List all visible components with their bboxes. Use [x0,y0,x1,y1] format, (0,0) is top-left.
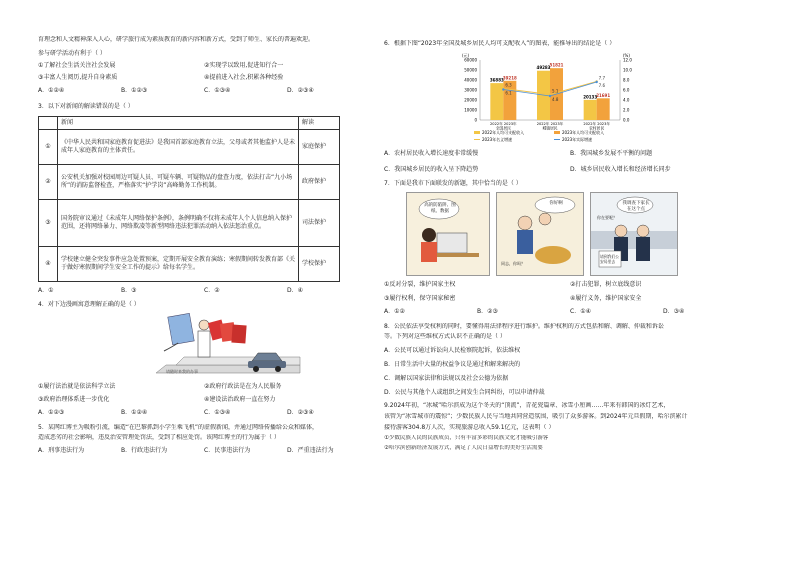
news-cell: 公安机关加强对校园周边可疑人员、可疑车辆、可疑物品的盘查力度，依法打击“九小场所”的消防监督检查，严格落实“护学岗”高峰勤务工作机制。 [58,164,299,199]
y-axis-unit-right: (%) [623,52,630,58]
q7-cartoon-2 [496,192,584,276]
q4-option-b[interactable]: B．①②④ [121,408,148,416]
right-column [384,40,756,452]
q2-statements [38,62,370,83]
q6-option-b[interactable]: B．我国城乡发展不平衡的问题 [570,149,653,157]
legend-label: 2023年名义增速 [482,136,513,142]
x-tick-label: 2022年 2023年 [490,121,517,126]
q4-statement-4: ④建设法治政府一直在努力 [204,395,276,403]
q7-bubble-4: 我调查下家长在这个点 [622,201,650,213]
q5-line-2: 造成恶劣的社会影响，违反治安管理处罚法，受到了相应处罚。该网红博主的行为属于（ ） [38,434,280,442]
reading-cell: 政府保护 [299,164,340,199]
q3-options [38,287,370,295]
real-growth-point [549,95,551,97]
q4-cartoon [38,311,370,381]
legend-swatch [474,131,480,134]
q2-statement-2: ②实现学以致用,促进知行合一 [204,61,284,69]
left-column [38,36,370,455]
q7-statement-4: ④履行义务，维护国家安全 [570,294,642,302]
row-number: ① [39,129,58,164]
y-axis-unit-left: (元) [462,52,470,58]
bar-value-label: 20133 [583,94,598,100]
y-tick-label-right: 4.0 [623,97,630,103]
q2-statement-4: ④提前进入社会,积累各种经验 [204,74,284,82]
bar-value-label: 21691 [596,92,611,98]
q4-statement-1: ①履行法治就是依法科学立法 [38,383,116,391]
bar-value-label: 39218 [502,75,517,81]
bar-value-label: 36883 [489,77,504,83]
q9-statement-1: ①少数民族人民的民族成员，只有丰富多彩的民族文化才能吸引游客 [384,434,549,441]
q5-option-a[interactable]: A．刑事违法行为 [38,447,85,455]
q5-stem [38,424,370,443]
x-tick-label: 全国居民 [495,125,511,131]
q5-option-d[interactable]: D．严重违法行为 [287,447,334,455]
income-chart [384,50,756,146]
q3-option-c[interactable]: C．② [204,286,220,294]
q8-option-c[interactable]: C．调解以国家法律和法规以及社会公德为依据 [384,374,509,382]
q3-option-a[interactable]: A．① [38,286,54,294]
q5-option-b[interactable]: B．行政违法行为 [121,447,168,455]
q7-cartoons [384,192,756,276]
q7-bubble-1: 高的防陷阱、图纸、数据 [424,203,456,215]
table-header-cell: 新闻 [58,116,299,129]
q6-option-a[interactable]: A．农村居民收入增长速度非常缓慢 [384,149,479,157]
row-number: ③ [39,199,58,246]
q5-line-1: 5．某网红博主为吸粉引流，编造“在巴黎抓到小学生乘飞机”的虚假新闻，并通过网络传播给公众和媒体， [38,423,319,431]
y-tick-label-left: 60000 [464,57,477,63]
q9-statement-2: ②哈尔滨创新经济发展方式，满足了人民日益增长的美好生活需要 [384,444,543,451]
y-tick-label-right: 10.0 [623,67,632,73]
q4-cartoon-caption: 请随时来我的办事 [166,369,198,375]
legend-label: 2023年人均可支配收入 [562,129,605,135]
q7-bubble-5: 你在要呢？ [597,215,617,221]
q2-stem: 参与研学活动有利于（ ） [38,49,106,57]
q2-option-b[interactable]: B．①②③ [121,87,148,95]
q4-statements [38,383,370,404]
y-tick-label-right: 12.0 [623,57,632,63]
q2-option-a[interactable]: A．①②④ [38,87,65,95]
real-growth-point [502,88,504,90]
q9-stem [384,402,756,452]
q8-options [384,347,756,396]
q8-option-a[interactable]: A．公民可以通过诉讼向人民检察院起诉，依法维权 [384,347,521,355]
q7-option-a[interactable]: A．①② [384,307,405,315]
q6-option-c[interactable]: C．我国城乡居民的收入呈下降趋势 [384,165,479,173]
table-header-cell [39,116,58,129]
q7-statements [384,281,756,303]
reading-cell: 司法保护 [299,199,340,246]
news-cell: 国务院审议通过《未成年人网络保护条例》，条例明确不仅将未成年人个人信息纳入保护范围，还将网络暴力、网络欺凌等新型网络违法犯罪活动纳入依法惩治重点。 [58,199,299,246]
q1-tail-text: 育理念和人文精神深入人心，研学旅行成为素质教育的新内容和新方式，受到了师生、家长的普遍欢迎。 [38,36,315,43]
q4-option-d[interactable]: D．②③④ [287,408,314,416]
x-tick-label: 城镇居民 [542,125,558,131]
q7-cartoon-3 [590,192,678,276]
q3-stem: 3．以下对新闻的解读错误的是（ ） [38,102,134,110]
q4-options [38,409,370,417]
q7-statement-1: ①反对分裂，维护国家主权 [384,281,456,289]
table-header-cell: 解读 [299,116,340,129]
table-row [39,199,340,246]
rate-label: 5.1 [552,88,559,94]
q9-line-1: 9.2024年初，“冰城”哈尔滨成为这个冬天的“顶流”，青花瓷篇章、冰雪小厘画……年来有韩国的冰灯艺术， [384,402,670,410]
q6-option-d[interactable]: D．城乡居民收入增长和经济增长同步 [570,165,671,173]
q6-stem: 6．根据下图“2023年全国及城乡居民人均可支配收入”的图表，能推导出的结论是（ ） [384,40,616,47]
q2-statement-3: ③丰富人生阅历,提升自身素质 [38,74,118,82]
x-tick-label: 2022年 2023年 [583,121,610,126]
table-row [39,246,340,281]
q4-statement-2: ②政府行政法是在为人民服务 [204,383,282,391]
q3-option-b[interactable]: B．③ [121,286,137,294]
x-tick-label: 2022年 2023年 [536,121,564,126]
q2-option-c[interactable]: C．①③④ [204,87,231,95]
real-growth-point [595,81,597,83]
y-tick-label-left: 0 [474,117,477,123]
q7-cartoon-1 [406,192,490,276]
news-cell: 学校建立健全突发事件应急处置预案，定期开展安全教育演练；寒假期间转发教育部《关于做好寒假期间学生安全工作的提示》给每名学生。 [58,246,299,281]
table-row [39,129,340,164]
q9-line-3: 接待游客304.8万人次，实现旅游总收入59.1亿元，这表明（ ） [384,423,555,431]
rate-label: 7.7 [598,75,606,81]
bar-value-label: 51821 [549,62,564,68]
q3-option-d[interactable]: D．④ [287,286,303,294]
q7-bubble-2: 你好啊 [549,201,563,207]
y-tick-label-left: 10000 [464,107,477,113]
table-row [39,164,340,199]
q8-stem [384,323,756,342]
q7-option-d[interactable]: D．③④ [663,307,685,315]
q5-options [38,447,370,455]
x-tick-label: 农村居民 [589,125,605,131]
q4-stem: 4．对下边漫画寓意理解正确的是（ ） [38,301,140,309]
y-tick-label-right: 2.0 [623,107,630,113]
bar-value-label: 49283 [536,65,551,71]
q6-chart [384,50,756,146]
q7-bubble-6: 请到我们公安局里去 [600,254,619,265]
q7-statement-3: ③履行权利，保守国家秘密 [384,294,456,302]
y-tick-label-left: 50000 [464,67,477,73]
rate-label: 6.3 [505,82,512,88]
rate-label: 6.1 [505,90,512,96]
legend-label: 2023年实际增速 [562,136,593,142]
q4-option-a[interactable]: A．①②③ [38,408,65,416]
q2-option-d[interactable]: D．②③④ [287,87,314,95]
bar-2023 [597,98,610,120]
q5-option-c[interactable]: C．民事违法行为 [204,447,251,455]
q7-bubble-3: 同志，你吗？ [501,261,525,267]
q7-option-b[interactable]: B．②③ [477,307,498,315]
y-tick-label-right: 8.0 [623,77,630,83]
q7-stem: 7．下面是我市下面联发的新题，其中恰当的是（ ） [384,180,522,188]
y-tick-label-left: 20000 [464,97,477,103]
q7-option-c[interactable]: C．①④ [570,307,591,315]
y-tick-label-left: 30000 [464,87,477,93]
row-number: ④ [39,246,58,281]
q8-line-2: 等。下列对这些维权方式认识不正确的是（ ） [384,333,506,341]
y-tick-label-right: 0.0 [623,117,630,123]
q4-option-c[interactable]: C．①③④ [204,408,231,416]
bar-2022 [490,83,503,120]
reading-cell: 学校保护 [299,246,340,281]
q3-table [38,116,340,282]
q7-statement-2: ②打击犯罪，树立底线意识 [570,281,642,289]
q7-options [384,308,756,316]
bar-2022 [584,100,597,120]
q4-statement-3: ③政府治理体系进一步优化 [38,395,110,403]
y-tick-label-left: 40000 [464,77,477,83]
y-tick-label-right: 6.0 [623,87,630,93]
legend-swatch [554,131,560,134]
rate-label: 4.8 [552,96,559,102]
q6-options [384,150,756,174]
reading-cell: 家庭保护 [299,129,340,164]
q8-option-b[interactable]: B．日常生活中大量的权益争议是通过和解来解决的 [384,360,521,368]
legend-label: 2022年人均可支配收入 [482,129,525,135]
table-header-row [39,116,340,129]
q2-options [38,87,370,95]
q8-option-d[interactable]: D．公民与其他个人或组织之间发生合同纠纷，可以申请仲裁 [384,388,545,396]
q9-line-2: 该管为“冰雪城市的震惊”；少数民族人民与当地共同营造氛围，吸引了众多游客。到2024年元旦假期，哈尔滨累计 [384,413,688,421]
rate-label: 7.6 [598,82,606,88]
news-cell: 《中华人民共和国家庭教育促进法》是我国首部家庭教育立法，父母或者其他监护人是未成年人家庭教育的主体责任。 [58,129,299,164]
row-number: ② [39,164,58,199]
q4-cartoon-illustration [38,311,370,381]
q8-line-1: 8．公民依法享受权利的同时，要懂得用法律程序进行维护。维护权利的方式包括和解、调解、仲裁和诉讼 [384,322,664,330]
q2-statement-1: ①了解社会生活关注社会发展 [38,61,116,69]
